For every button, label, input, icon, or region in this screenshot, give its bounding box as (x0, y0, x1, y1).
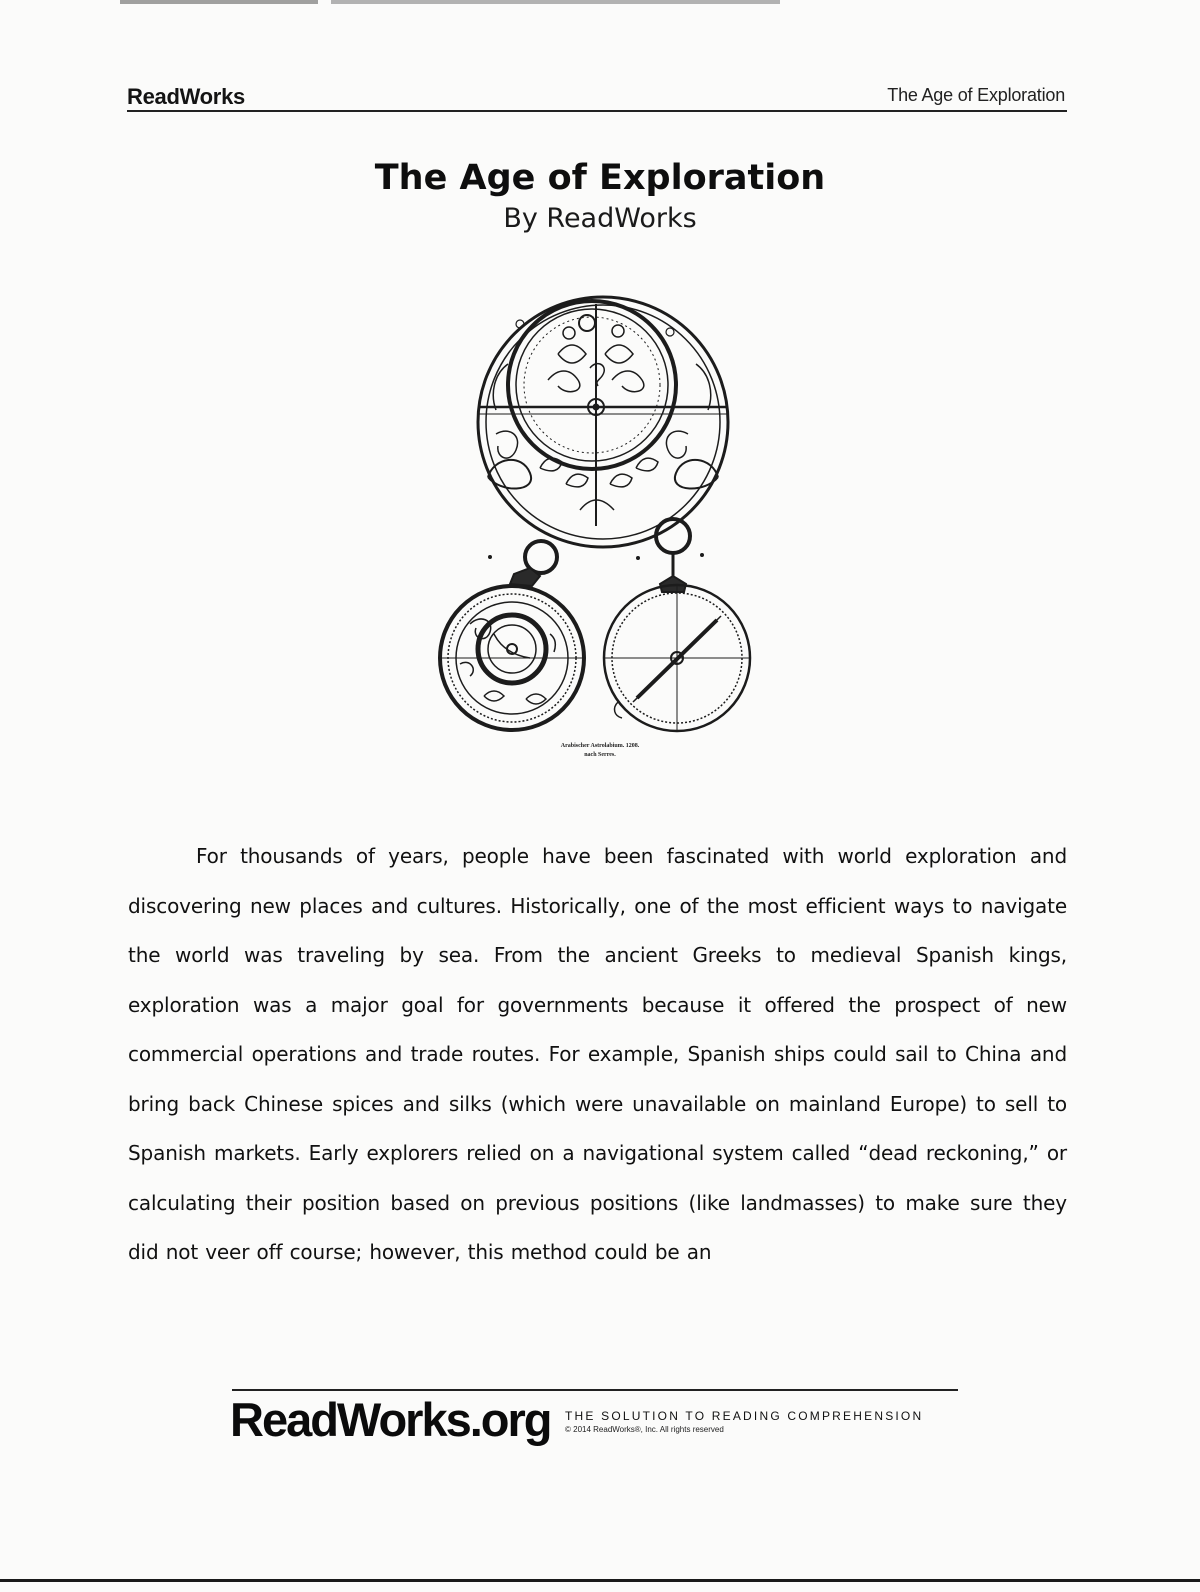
scan-artifact-bottom (0, 1579, 1200, 1582)
figure-caption-line-1: Arabischer Astrolabium. 1208. (560, 743, 640, 749)
footer-copyright: © 2014 ReadWorks®, Inc. All rights reserved (565, 1425, 724, 1434)
figure-caption (500, 742, 700, 760)
title-block (0, 156, 1200, 238)
article-paragraph: For thousands of years, people have been fascinated with world exploration and discovering new places and cultures. Historically, one of the most efficient ways to navigate the world was traveling by sea. From the ancient Greeks to medieval Spanish kings, exploration was a major goal for governments because it offered the prospect of new commercial operations and trade routes. For example, Spanish ships could sail to China and bring back Chinese spices and silks (which were unavailable on mainland Europe) to sell to Spanish markets. Early explorers relied on a navigational system called “dead reckoning,” or calculating their position based on previous positions (like landmasses) to make sure they did not veer off course; however, this method could be an (128, 844, 1067, 1264)
footer-logo: ReadWorks.org (230, 1393, 551, 1446)
astrolabe-figure (430, 284, 770, 774)
brand-name: ReadWorks (127, 84, 245, 109)
article-title: The Age of Exploration (374, 158, 826, 198)
page-header (127, 82, 1067, 112)
scan-artifact-top (120, 0, 780, 4)
figure-caption-line-2: nach Serres. (584, 752, 616, 758)
astrolabe-icon (430, 284, 770, 774)
footer-rule (232, 1389, 958, 1391)
article-byline: By ReadWorks (503, 203, 697, 234)
running-title: The Age of Exploration (887, 85, 1065, 105)
footer-tagline: THE SOLUTION TO READING COMPREHENSION (565, 1409, 924, 1423)
